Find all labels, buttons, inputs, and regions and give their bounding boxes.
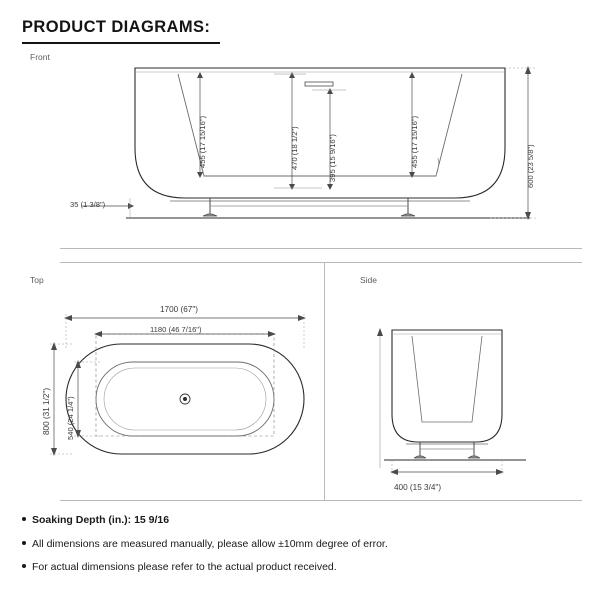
divider-top-section-top [60,262,582,263]
notes-list [22,514,582,585]
dim-front-foot-height: 35 (1 3/8") [70,200,106,209]
section-label-top: Top [30,275,44,285]
side-view-drawing [360,310,550,485]
dim-front-center-inner-height: 395 (15 9/16") [328,134,337,182]
bullet-dot-icon [22,541,26,545]
note-text: For actual dimensions please refer to the actual product received. [32,561,337,574]
dim-top-overall-width: 800 (31 1/2") [42,387,51,435]
bullet-dot-icon [22,517,26,521]
dim-front-center-height: 470 (18 1/2") [290,126,299,170]
note-item [22,514,582,527]
dim-top-inner-length: 1180 (46 7/16") [150,325,202,334]
note-text: Soaking Depth (in.): 15 9/16 [32,514,170,526]
section-label-side: Side [360,275,378,285]
dim-top-inner-width: 540 (24 1/4") [66,396,75,440]
note-item [22,561,582,574]
dim-side-depth: 400 (15 3/4") [394,483,442,492]
note-item [22,538,582,551]
note-text: All dimensions are measured manually, please allow ±10mm degree of error. [32,537,388,550]
title-underline [22,42,220,44]
dim-front-overall-height: 600 (23 5/8") [526,144,535,188]
section-label-front: Front [30,52,50,62]
divider-front-bottom [60,248,582,249]
page-title: PRODUCT DIAGRAMS: [22,18,211,36]
bullet-dot-icon [22,564,26,568]
dim-top-overall-length: 1700 (67") [160,305,198,314]
front-view-drawing [60,58,560,233]
dim-front-left-inner-height: 455 (17 15/16") [198,115,207,168]
divider-top-section-bottom [60,500,582,501]
dim-front-right-inner-height: 455 (17 15/16") [410,115,419,168]
